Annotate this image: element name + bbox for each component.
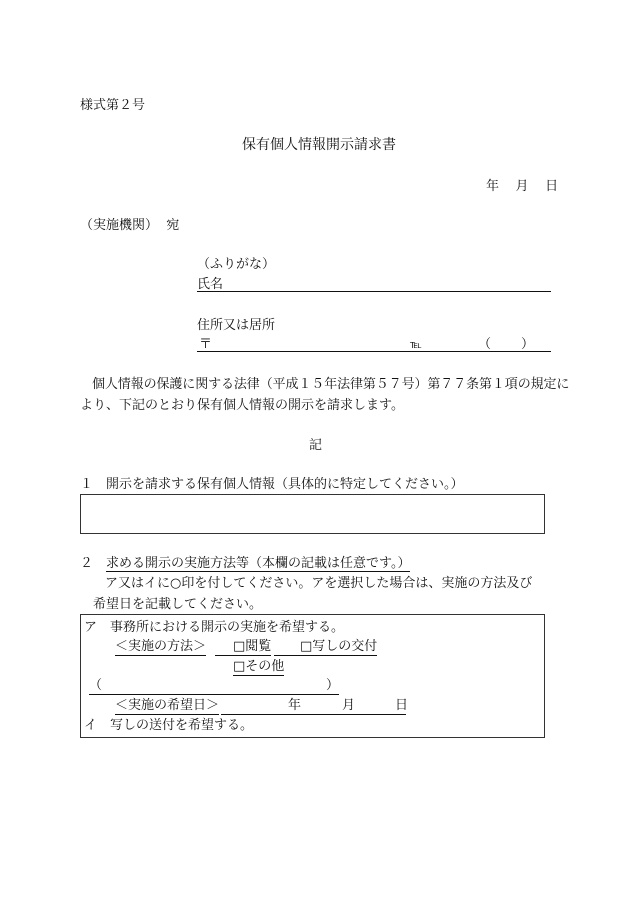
ki-heading: 記: [309, 438, 323, 453]
section-2-heading: [80, 556, 410, 572]
method-copy-checkbox[interactable]: □写しの交付: [300, 639, 378, 654]
preferred-date-label: ＜実施の希望日＞: [115, 698, 220, 713]
intro-line-1: 個人情報の保護に関する法律（平成１５年法律第５７号）第７７条第１項の規定に: [92, 377, 570, 392]
section-2-instruction-1: ア又はイに○印を付してください。アを選択した場合は、実施の方法及び: [105, 576, 533, 591]
option-b[interactable]: イ 写しの送付を希望する。: [84, 718, 254, 733]
other-paren-close: ）: [325, 678, 339, 693]
postal-mark: 〒: [199, 337, 213, 352]
intro-line-2: より、下記のとおり保有個人情報の開示を請求します。: [80, 398, 404, 413]
addressee-agency: （実施機関）: [80, 218, 159, 233]
preferred-date-field[interactable]: [221, 698, 409, 715]
method-label: ＜実施の方法＞: [115, 639, 207, 654]
preferred-day: 日: [395, 698, 409, 713]
address-field[interactable]: [197, 337, 551, 352]
date-line: [486, 179, 558, 195]
name-field[interactable]: [197, 277, 551, 292]
tel-paren-open: （: [478, 337, 492, 352]
date-day: 日: [545, 179, 559, 194]
section-1-input-box[interactable]: [80, 494, 545, 534]
method-other-field[interactable]: [89, 678, 339, 695]
method-other-checkbox[interactable]: □その他: [233, 659, 285, 674]
section-1-heading: １ 開示を請求する保有個人情報（具体的に特定してください。）: [80, 477, 464, 492]
date-year: 年: [486, 179, 500, 194]
method-underline-gap-2: [274, 639, 300, 656]
preferred-month: 月: [342, 698, 356, 713]
tel-icon: ℡: [410, 338, 422, 351]
section-2-instruction-2: 希望日を記載してください。: [93, 597, 263, 612]
addressee-honorific: 宛: [166, 218, 180, 233]
addressee: [80, 218, 179, 234]
name-label: 氏名: [197, 277, 224, 292]
method-underline-gap: [215, 639, 233, 656]
option-a[interactable]: ア 事務所における開示の実施を希望する。: [84, 620, 345, 635]
address-label: 住所又は居所: [197, 318, 276, 333]
tel-paren-close: ）: [521, 337, 535, 352]
preferred-year: 年: [288, 698, 302, 713]
furigana-label: （ふりがな）: [197, 257, 276, 272]
method-view-checkbox[interactable]: □閲覧: [233, 639, 272, 654]
other-paren-open: （: [89, 678, 103, 693]
document-title: 保有個人情報開示請求書: [242, 137, 396, 153]
section-2-heading-text: 求める開示の実施方法等（本欄の記載は任意です。）: [106, 556, 411, 571]
section-2-options-box: [80, 614, 545, 738]
form-number: 様式第２号: [80, 98, 146, 113]
section-2-prefix: ２: [80, 556, 107, 571]
date-month: 月: [515, 179, 529, 194]
